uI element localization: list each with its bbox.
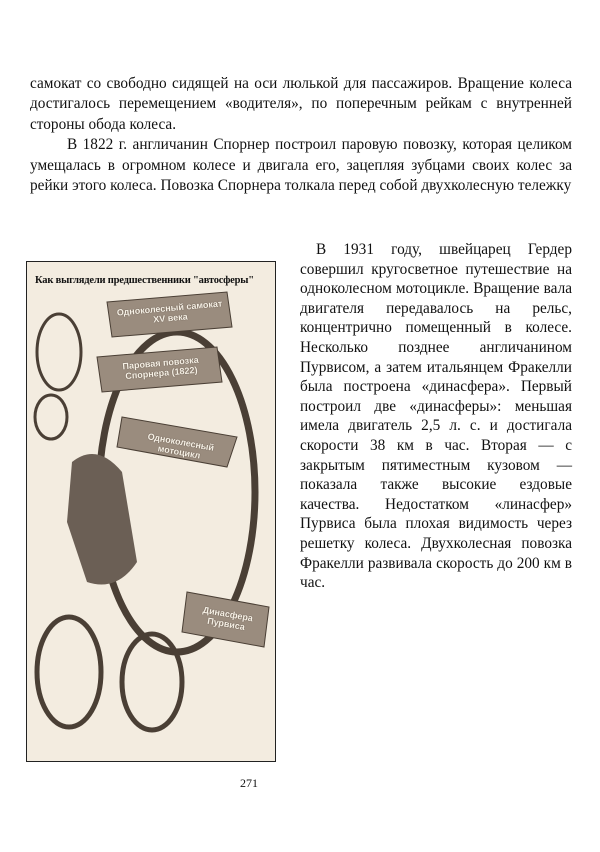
ribbon-label: Динасфера Пурвиса bbox=[202, 604, 254, 633]
right-column-text bbox=[300, 240, 572, 593]
wheel-drawing bbox=[37, 314, 81, 390]
wheel-drawing bbox=[122, 634, 182, 730]
wheel-drawing bbox=[37, 617, 101, 727]
page-number: 271 bbox=[240, 776, 258, 790]
paragraph: самокат со свободно сидящей на оси люлькой для пассажиров. Вращение колеса достигалось перемещением «водителя», по поперечным рейкам с внутренней стороны обода колеса. bbox=[30, 75, 572, 133]
ribbon-label: Паровая повозка Спорнера (1822) bbox=[122, 354, 200, 382]
paragraph: В 1931 году, швейцарец Гердер совершил кругосветное путешествие на одноколесном мотоцикле. Вращение вала двигателя передавалось на рельс, концентрично помещенный в колесе. Несколько позднее англичанином Пурвисом, а затем итальянцем Фракелли была построена «динасфера». Первый построил две «динасферы»: меньшая имела двигатель 2,5 л. с. и достигала скорости 38 км в час. Вторая — с закрытым пятиместным кузовом — показала также высокие ездовые качества. Недостатком «линасфер» Пурвиса была плохая видимость через решетку колеса. Двухколесная повозка Фракелли развивала скорость до 200 км в час. bbox=[300, 241, 572, 592]
ribbon-label: Одноколесный мотоцикл bbox=[146, 431, 215, 461]
illustration-figure bbox=[26, 261, 276, 762]
paragraph: В 1822 г. англичанин Спорнер построил паровую повозку, которая целиком умещалась в огромном колесе и двигала его, зацепляя зубцами своих колес за рейки этого колеса. Повозка Спорнера толкала перед собой двухколесную тележку bbox=[30, 136, 572, 195]
monowheel-illustration bbox=[27, 262, 276, 762]
rider-drawing bbox=[67, 454, 137, 585]
ribbon-label: Одноколесный самокат XV века bbox=[116, 298, 223, 325]
wheel-drawing bbox=[35, 395, 67, 439]
figure-caption: Как выглядели предшественники "автосферы" bbox=[35, 275, 254, 286]
top-text bbox=[30, 74, 572, 196]
